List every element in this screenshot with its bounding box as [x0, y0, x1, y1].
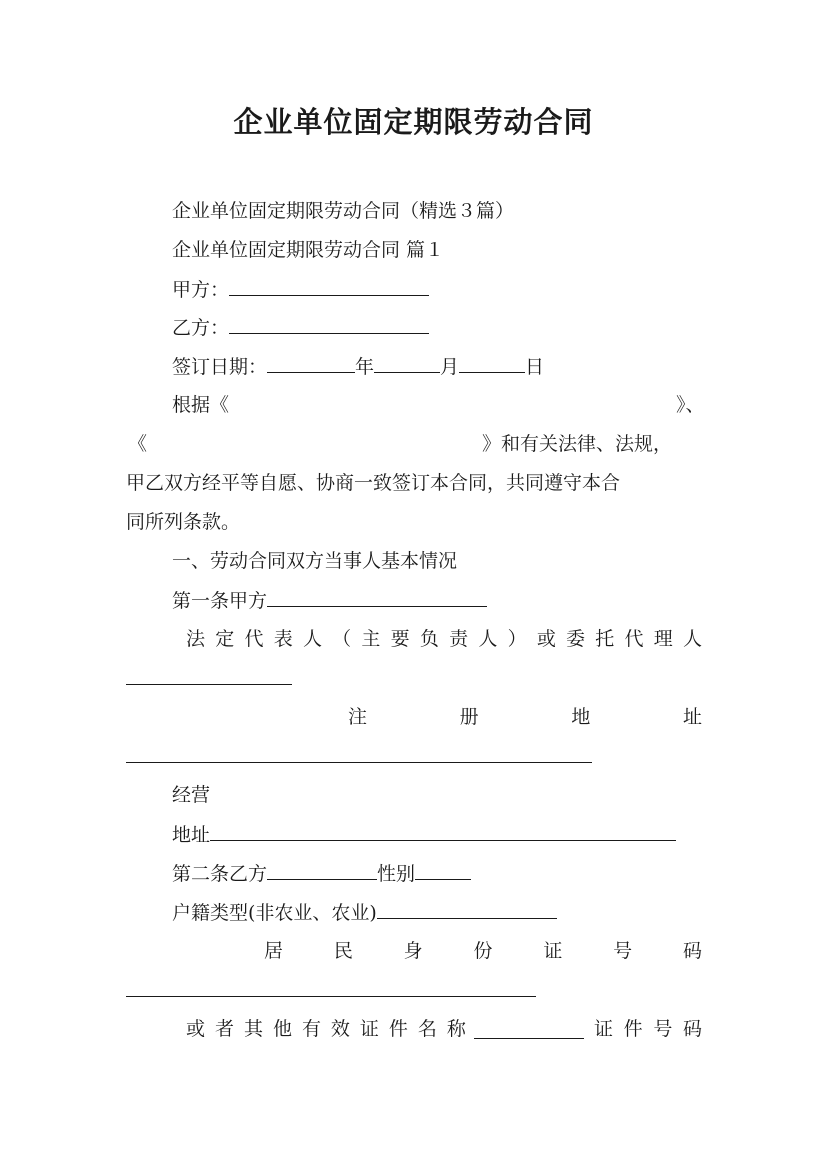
- reg-addr-blank: [126, 762, 592, 763]
- part-heading: 企业单位固定期限劳动合同 篇１: [172, 239, 445, 261]
- hukou-line: [172, 899, 557, 926]
- other-id-char: 件: [623, 1018, 643, 1040]
- reg-addr-char: 地: [571, 706, 591, 728]
- id-number-blank: [126, 996, 536, 997]
- id-number-char: 码: [682, 940, 702, 962]
- other-id-char: 者: [214, 1018, 234, 1040]
- party-b-label: 乙方：: [172, 317, 230, 339]
- legal-rep-char: 人: [478, 628, 498, 650]
- other-id-char: 名: [417, 1018, 437, 1040]
- legal-rep-char: 理: [653, 628, 673, 650]
- gender-blank: [415, 860, 471, 880]
- id-number-char: 民: [333, 940, 353, 962]
- other-id-char: 有: [301, 1018, 321, 1040]
- day-label: 日: [525, 356, 545, 378]
- other-id-char: 或: [186, 1018, 206, 1040]
- other-id-char: 码: [682, 1018, 702, 1040]
- id-number-char: 证: [543, 940, 563, 962]
- article-1-line: [172, 587, 487, 614]
- addr-label: 地址: [172, 824, 211, 846]
- day-blank: [459, 353, 525, 373]
- legal-rep-blank: [126, 684, 292, 685]
- party-a-label: 甲方：: [172, 279, 230, 301]
- other-id-char: 效: [330, 1018, 350, 1040]
- legal-rep-char: 法: [186, 628, 206, 650]
- addr-line: [172, 821, 676, 848]
- legal-rep-line: [186, 626, 702, 652]
- month-blank: [374, 353, 440, 373]
- hukou-label: 户籍类型(非农业、农业): [172, 902, 377, 924]
- legal-rep-char: 或: [536, 628, 556, 650]
- year-label: 年: [355, 356, 375, 378]
- para-line-3: 同所列条款。: [126, 511, 241, 533]
- biz-label: 经营: [172, 784, 211, 806]
- other-id-char: 号: [653, 1018, 673, 1040]
- other-id-char: 证: [594, 1018, 614, 1040]
- section-heading: 一、劳动合同双方当事人基本情况: [172, 550, 458, 572]
- hukou-blank: [377, 899, 557, 919]
- year-blank: [267, 353, 355, 373]
- id-number-line: [264, 938, 702, 964]
- gender-label: 性别: [377, 863, 416, 885]
- legal-rep-char: 负: [419, 628, 439, 650]
- basis-close: 》、: [676, 394, 705, 416]
- legal-rep-char: 表: [273, 628, 293, 650]
- reg-addr-char: 册: [459, 706, 479, 728]
- basis2-rest: 》和有关法律、法规，: [482, 433, 673, 455]
- article-1-blank: [267, 587, 487, 607]
- legal-rep-char: 主: [361, 628, 381, 650]
- legal-rep-char: 责: [449, 628, 469, 650]
- article-2-label: 第二条乙方: [172, 863, 268, 885]
- legal-rep-char: ）: [507, 628, 527, 650]
- reg-addr-line: [348, 704, 702, 730]
- party-a-line: [172, 276, 429, 303]
- other-id-char: 证: [359, 1018, 379, 1040]
- legal-rep-char: 定: [215, 628, 235, 650]
- id-number-char: 号: [613, 940, 633, 962]
- basis-open: 根据《: [172, 394, 230, 416]
- party-b-line: [172, 314, 429, 341]
- article-2-blank: [267, 860, 377, 880]
- legal-rep-char: 委: [566, 628, 586, 650]
- subtitle: 企业单位固定期限劳动合同（精选３篇）: [172, 200, 515, 222]
- article-1-label: 第一条甲方: [172, 590, 268, 612]
- reg-addr-char: 注: [348, 706, 368, 728]
- other-id-char: 件: [388, 1018, 408, 1040]
- legal-rep-char: 代: [624, 628, 644, 650]
- basis2-open: 《: [128, 433, 148, 455]
- id-number-char: 居: [264, 940, 284, 962]
- para-line-2: 甲乙双方经平等自愿、协商一致签订本合同，共同遵守本合: [126, 472, 621, 494]
- legal-rep-char: 代: [244, 628, 264, 650]
- legal-rep-char: 人: [682, 628, 702, 650]
- article-2-line: [172, 860, 471, 887]
- id-number-char: 份: [473, 940, 493, 962]
- legal-rep-char: 托: [595, 628, 615, 650]
- reg-addr-char: 址: [682, 706, 702, 728]
- document-title: 企业单位固定期限劳动合同: [233, 105, 594, 139]
- other-id-left: [186, 1016, 466, 1042]
- other-id-right: [594, 1016, 702, 1042]
- id-number-char: 身: [403, 940, 423, 962]
- sign-date-line: [172, 353, 544, 380]
- addr-blank: [210, 821, 676, 841]
- other-id-char: 其: [243, 1018, 263, 1040]
- other-id-name-blank: [474, 1038, 584, 1039]
- other-id-char: 他: [272, 1018, 292, 1040]
- legal-rep-char: 人: [302, 628, 322, 650]
- party-a-blank: [229, 276, 429, 296]
- legal-rep-char: 要: [390, 628, 410, 650]
- legal-rep-char: （: [332, 628, 352, 650]
- party-b-blank: [229, 314, 429, 334]
- other-id-char: 称: [446, 1018, 466, 1040]
- month-label: 月: [440, 356, 460, 378]
- sign-date-label: 签订日期：: [172, 356, 268, 378]
